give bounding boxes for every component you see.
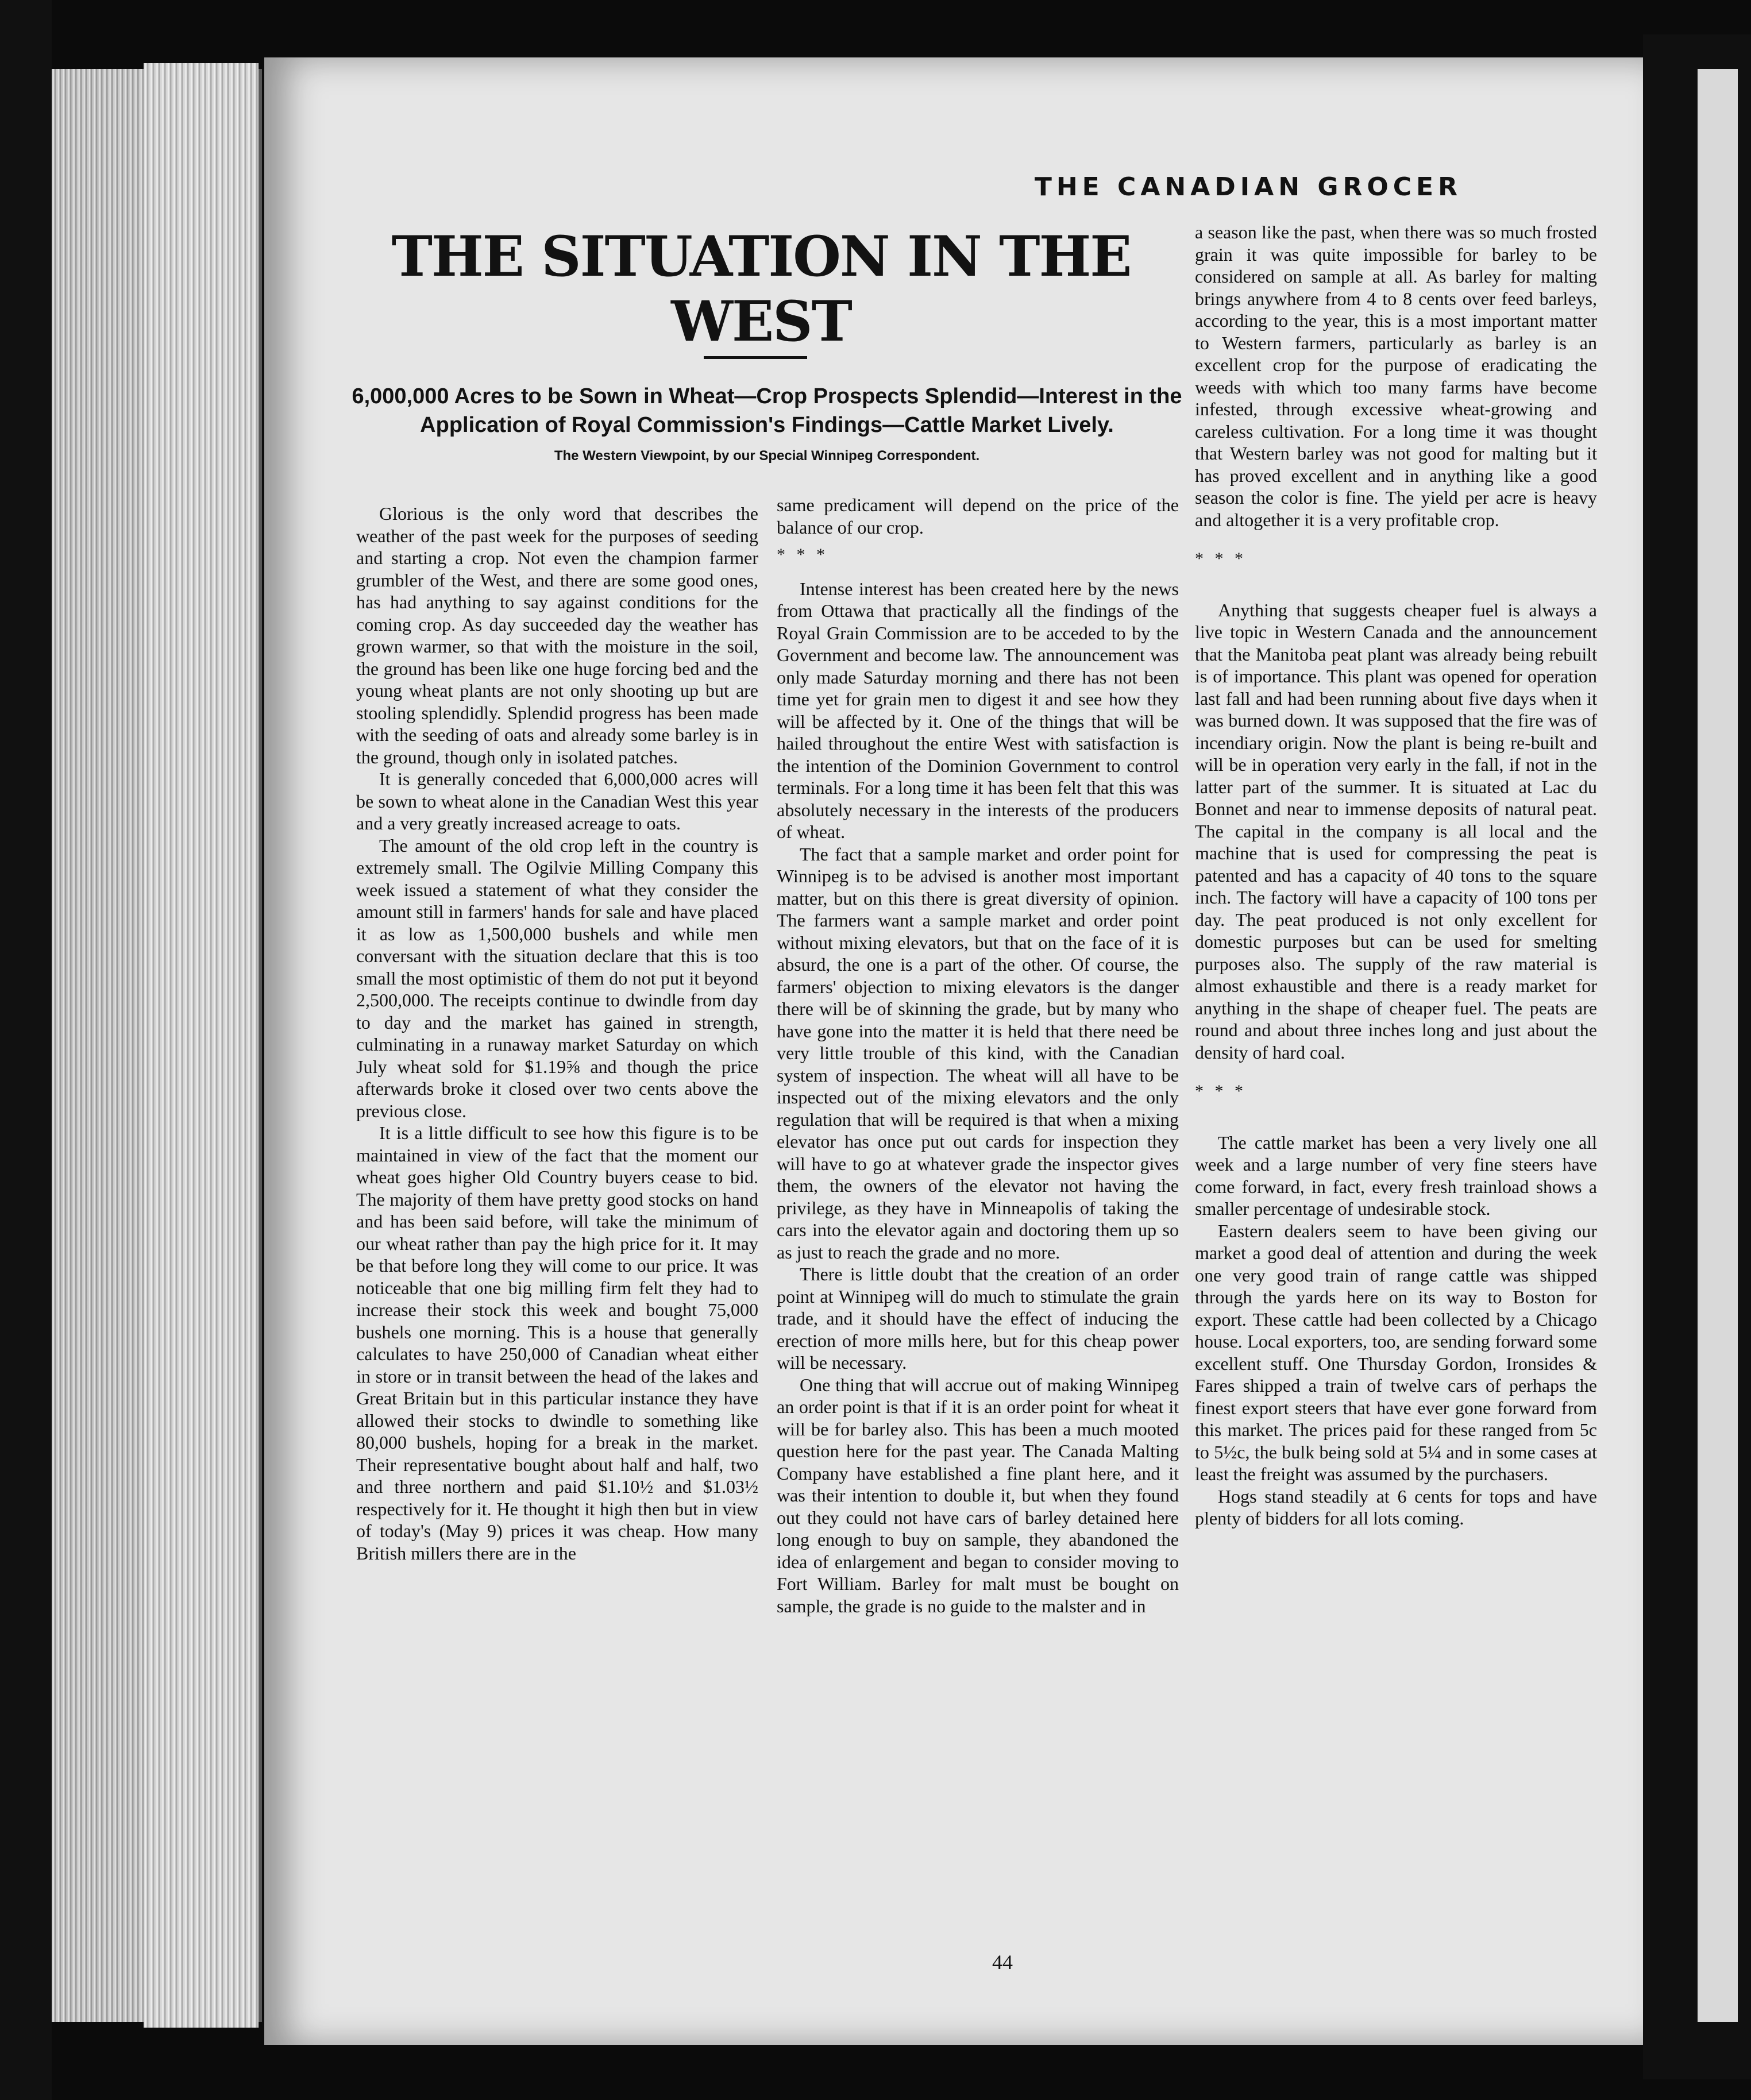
headline-rule [704, 356, 807, 359]
book-page-edges-inner [144, 63, 259, 2028]
column-2 [777, 494, 1179, 1617]
paragraph: The amount of the old crop left in the country is extremely small. The Ogilvie Milling Company this week issued a statement of what they consider the amount still in farmers' hands for sale and have placed it as low as 1,500,000 bushels and while men conversant with the situation declare that this is too small the most optimistic of them do not put it beyond 2,500,000. The receipts continue to dwindle from day to day and the market has gained in strength, culminating in a runaway market Saturday on which July wheat sold for $1.19⅝ and though the price afterwards broke it closed over two cents above the previous close. [356, 835, 758, 1121]
paragraph: There is little doubt that the creation of an order point at Winnipeg will do much to stimulate the grain trade, and it should have the effect of inducing the erection of more mills here, but for this cheap power will be necessary. [777, 1264, 1179, 1373]
paragraph: The fact that a sample market and order point for Winnipeg is to be advised is another most important matter, but on this there is great diversity of opinion. The farmers want a sample market and order point without mixing elevators, but that on the face of it is absurd, the one is a part of the other. Of course, the farmers' objection to mixing elevators is the danger there will be of skinning the grade, but by many who have gone into the matter it is held that there need be very little trouble of this kind, with the Canadian system of inspection. The wheat will all have to be inspected out of the mixing elevators and the only regulation that will be required is that when a mixing elevator has once put out cards for inspection they will have to go at whatever grade the inspector gives them, the owners of the elevator not having the privilege, as they have in Minneapolis of taking the cars into the elevator again and doctoring them up so as just to reach the grade and no more. [777, 843, 1179, 1263]
paragraph: Anything that suggests cheaper fuel is always a live topic in Western Canada and the announcement that the Manitoba peat plant was already being rebuilt is of importance. This plant was opened for operation last fall and had been running about five days when it was burned down. It was supposed that the fire was of incendiary origin. Now the plant is being re-built and will be in operation very early in the fall, if not in the latter part of the summer. It is situated at Lac du Bonnet and near to immense deposits of natural peat. The capital in the company is all local and the machine that is used for compressing the peat is patented and has a capacity of 40 tons to the square inch. The factory will have a capacity of 100 tons per day. The peat produced is not only excellent for domestic purposes but can be used for smelting purposes also. The supply of the raw material is almost exhaustible and there is a ready market for anything in the shape of cheaper fuel. The peats are round and about three inches long and just about the density of hard coal. [1195, 599, 1597, 1063]
magazine-page [264, 57, 1643, 2045]
paragraph: The cattle market has been a very lively one all week and a large number of very fine steers have come forward, in fact, every fresh trainload shows a smaller percentage of undesirable stock. [1195, 1132, 1597, 1219]
running-head: THE CANADIAN GROCER [1034, 172, 1462, 202]
section-separator: * * * [777, 545, 828, 564]
section-separator: * * * [1195, 1082, 1247, 1101]
column-1 [356, 503, 758, 1564]
paragraph: Eastern dealers seem to have been giving our market a good deal of attention and during the week one very good train of range cattle was shipped through the yards here on its way to Boston for export. These cattle had been collected by a Chicago house. Local exporters, too, are sending forward some excellent stuff. One Thursday Gordon, Ironsides & Fares shipped a train of twelve cars of perhaps the finest export steers that have ever gone forward from this market. The prices paid for these ranged from 5c to 5½c, the bulk being sold at 5¼ and in some cases at least the freight was assumed by the purchasers. [1195, 1220, 1597, 1484]
deck-subheading: 6,000,000 Acres to be Sown in Wheat—Crop Prospects Splendid—Interest in the Application of Royal Commission's Findings—Cattle Market Lively. [352, 384, 1182, 437]
paragraph: It is a little difficult to see how this figure is to be maintained in view of the fact that the moment our wheat goes higher Old Country buyers cease to bid. The majority of them have pretty good stocks on hand and has been said before, will take the minimum of our wheat rather than pay the high price for it. It may be that before long they will come to our price. It was noticeable that one big milling firm felt they had to increase their stock this week and bought 75,000 bushels one morning. This is a house that generally calculates to have 250,000 of Canadian wheat either in store or in transit between the head of the lakes and Great Britain but in this particular instance they have allowed their stocks to dwindle to something like 80,000 bushels, hoping for a break in the market. Their representative bought about half and half, two and three northern and paid $1.10½ and $1.03½ respectively for it. He thought it high then but in view of today's (May 9) prices it was cheap. How many British millers there are in the [356, 1122, 758, 1564]
headline: THE SITUATION IN THE WEST [391, 224, 1131, 354]
page-number: 44 [992, 1951, 1013, 1974]
facing-page-strip [1698, 69, 1738, 2022]
paragraph: One thing that will accrue out of making Winnipeg an order point is that if it is an order point for wheat it will be for barley also. This has been a much mooted question here for the past year. The Canada Malting Company have established a fine plant here, and it was their intention to double it, but when they found out they could not have cars of barley detained here long enough to buy on sample, they abandoned the idea of enlargement and began to consider moving to Fort William. Barley for malt must be bought on sample, the grade is no guide to the malster and in [777, 1374, 1179, 1616]
paragraph-continuation: a season like the past, when there was so much frosted grain it was quite impossible for barley to be considered on sample at all. As barley for malting brings anywhere from 4 to 8 cents over feed barleys, according to the year, this is a most important matter to Western farmers, particularly as barley is an excellent crop for the purpose of eradicating the weeds with which too many farms have become infested, through excessive wheat-growing and careless cultivation. For a long time it was thought that Western barley was not good for malting but it has proved excellent and in anything like a good season the color is fine. The yield per acre is heavy and altogether it is a very profitable crop. [1195, 222, 1597, 530]
paragraph: Hogs stand steadily at 6 cents for tops and have plenty of bidders for all lots coming. [1195, 1485, 1597, 1528]
byline: The Western Viewpoint, by our Special Winnipeg Correspondent. [554, 448, 980, 464]
paragraph: It is generally conceded that 6,000,000 acres will be sown to wheat alone in the Canadian West this year and a very greatly increased acreage to oats. [356, 769, 758, 833]
paragraph: Intense interest has been created here by the news from Ottawa that practically all the findings of the Royal Grain Commission are to be acceded to by the Government and become law. The announcement was only made Saturday morning and there has not been time yet for grain men to digest it and see how they will be affected by it. One of the things that will be hailed throughout the entire West with satisfaction is the intention of the Dominion Government to control terminals. For a long time it has been felt that this was absolutely necessary in the interests of the producers of wheat. [777, 578, 1179, 842]
paragraph: Glorious is the only word that describes the weather of the past week for the purposes of seeding and starting a crop. Not even the champion farmer grumbler of the West, and there are some good ones, has had anything to say against conditions for the coming crop. As day succeeded day the weather has grown warmer, so that with the moisture in the soil, the ground has been like one huge forcing bed and the young wheat plants are not only shooting up but are stooling splendidly. Splendid progress has been made with the seeding of oats and already some barley is in the ground, though only in isolated patches. [356, 503, 758, 767]
scan-border-left [0, 0, 52, 2100]
column-3 [1195, 221, 1597, 1530]
paragraph-continuation: same predicament will depend on the price of the balance of our crop. [777, 495, 1179, 538]
section-separator: * * * [1195, 549, 1247, 568]
